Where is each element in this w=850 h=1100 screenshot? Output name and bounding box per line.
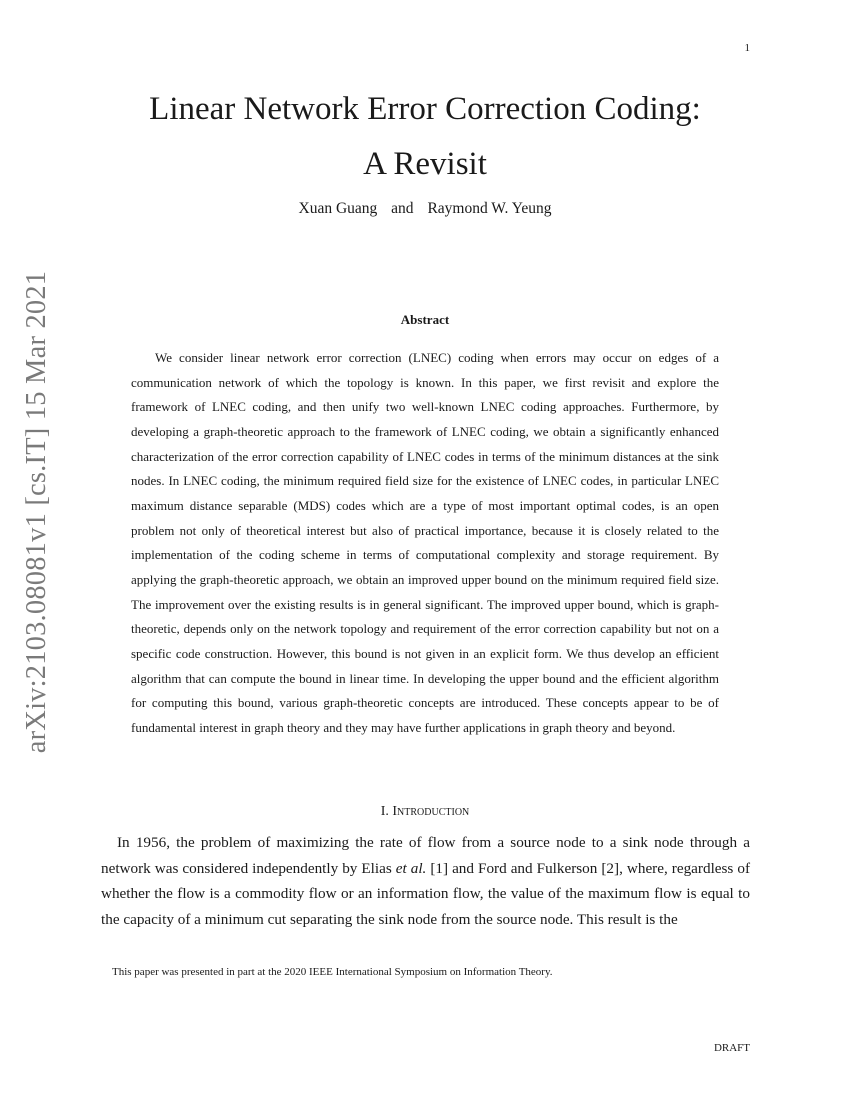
draft-label: DRAFT bbox=[713, 1042, 750, 1054]
section-numeral: I. bbox=[380, 804, 389, 819]
section-title: Introduction bbox=[392, 804, 470, 819]
intro-et-al: et al. bbox=[395, 859, 427, 877]
intro-text-part-1: In 1956, the problem of maximizing the rate of flow from a source node to a sink node through a network was considered independently by Elias bbox=[101, 834, 750, 877]
abstract-text: We consider linear network error correction (LNEC) coding when errors may occur on edges of a communication network of which the topology is known. In this paper, we first revisit and explore the framework of LNEC coding, and then unify two well-known LNEC coding approaches. Furthermore, by developing a graph-theoretic approach to the framework of LNEC coding, we obtain a significantly enhanced characterization of the error correction capability of LNEC codes in terms of the minimum distances at the sink nodes. In LNEC coding, the minimum required field size for the existence of LNEC codes, in particular LNEC maximum distance separable (MDS) codes which are a type of most important optimal codes, is an open problem not only of theoretical interest but also of practical importance, because it is closely related to the implementation of the coding scheme in terms of computational complexity and storage requirement. By applying the graph-theoretic approach, we obtain an improved upper bound on the minimum required field size. The improvement over the existing results is in general significant. The improved upper bound, which is graph-theoretic, depends only on the network topology and requirement of the error correction capability but not on a specific code construction. However, this bound is not given in an explicit form. We thus develop an efficient algorithm that can compute the bound in linear time. In developing the upper bound and the efficient algorithm for computing this bound, various graph-theoretic concepts are introduced. These concepts appear to be of fundamental interest in graph theory and they may have further applications in graph theory and beyond. bbox=[131, 350, 719, 735]
introduction-paragraph bbox=[101, 830, 750, 932]
paper-title bbox=[0, 82, 850, 192]
title-line-1: Linear Network Error Correction Coding: bbox=[149, 91, 701, 127]
title-line-2: A Revisit bbox=[363, 146, 487, 182]
author-list bbox=[0, 200, 850, 218]
footnote: This paper was presented in part at the 2020 IEEE International Symposium on Information Theory. bbox=[112, 966, 553, 978]
author-second: Raymond W. Yeung bbox=[427, 200, 552, 217]
page-number: 1 bbox=[744, 42, 750, 54]
arxiv-identifier-stamp: arXiv:2103.08081v1 [cs.IT] 15 Mar 2021 bbox=[21, 270, 52, 754]
author-first: Xuan Guang bbox=[298, 200, 378, 217]
intro-text-part-2: [1] and Ford and Fulkerson [2], where, regardless of whether the flow is a commodity flow or an information flow, the value of the maximum flow is equal to the capacity of a minimum cut separating the sink node from the source node. This result is the bbox=[101, 859, 750, 928]
author-conjunction: and bbox=[391, 200, 414, 217]
abstract-heading: Abstract bbox=[400, 312, 450, 327]
section-heading-introduction bbox=[0, 804, 850, 820]
